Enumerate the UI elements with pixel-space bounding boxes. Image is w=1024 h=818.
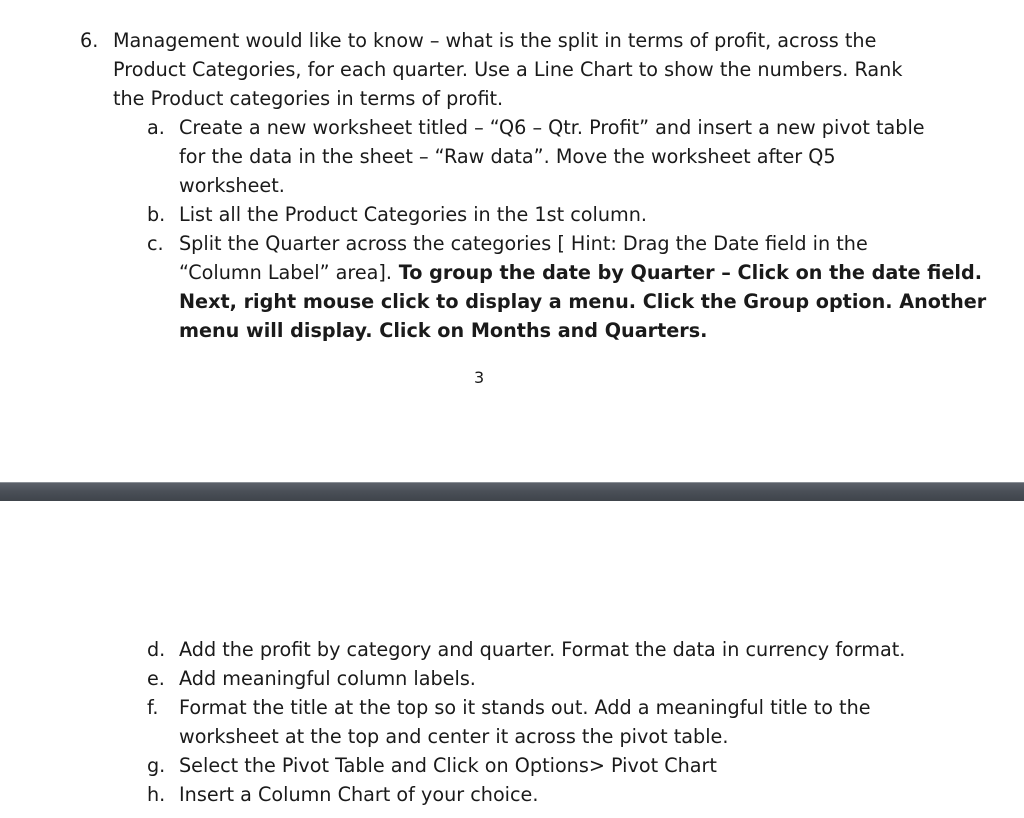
list-marker-d: d. bbox=[147, 638, 166, 661]
page-number: 3 bbox=[474, 368, 485, 387]
item-c-plain-text: “Column Label” area]. bbox=[179, 261, 393, 284]
list-marker-h: h. bbox=[147, 783, 166, 806]
question-line: Management would like to know – what is the split in terms of profit, across the bbox=[113, 29, 877, 52]
item-c-bold-line: Next, right mouse click to display a menu. Click the Group option. Another bbox=[179, 290, 987, 313]
item-a-line: for the data in the sheet – “Raw data”. Move the worksheet after Q5 bbox=[179, 145, 836, 168]
item-c-bold-line: menu will display. Click on Months and Quarters. bbox=[179, 319, 708, 342]
item-c-line bbox=[179, 258, 982, 287]
item-f-line: worksheet at the top and center it across the pivot table. bbox=[179, 725, 729, 748]
item-e-line: Add meaningful column labels. bbox=[179, 667, 476, 690]
item-d-line: Add the profit by category and quarter. Format the data in currency format. bbox=[179, 638, 906, 661]
page-separator bbox=[0, 482, 1024, 502]
question-line: Product Categories, for each quarter. Use a Line Chart to show the numbers. Rank bbox=[113, 58, 903, 81]
list-marker-f: f. bbox=[147, 696, 159, 719]
list-marker-g: g. bbox=[147, 754, 166, 777]
question-number: 6. bbox=[80, 29, 99, 52]
item-f-line: Format the title at the top so it stands out. Add a meaningful title to the bbox=[179, 696, 871, 719]
list-marker-b: b. bbox=[147, 203, 166, 226]
item-a-line: worksheet. bbox=[179, 174, 285, 197]
document-page-bottom bbox=[0, 501, 1024, 818]
list-marker-a: a. bbox=[147, 116, 165, 139]
item-a-line: Create a new worksheet titled – “Q6 – Qtr. Profit” and insert a new pivot table bbox=[179, 116, 925, 139]
item-h-line: Insert a Column Chart of your choice. bbox=[179, 783, 539, 806]
item-g-line: Select the Pivot Table and Click on Options> Pivot Chart bbox=[179, 754, 717, 777]
list-marker-c: c. bbox=[147, 232, 164, 255]
item-c-bold-text: To group the date by Quarter – Click on the date field. bbox=[392, 261, 983, 284]
item-c-line: Split the Quarter across the categories [ Hint: Drag the Date field in the bbox=[179, 232, 868, 255]
list-marker-e: e. bbox=[147, 667, 165, 690]
item-b-line: List all the Product Categories in the 1st column. bbox=[179, 203, 647, 226]
question-line: the Product categories in terms of profit. bbox=[113, 87, 504, 110]
